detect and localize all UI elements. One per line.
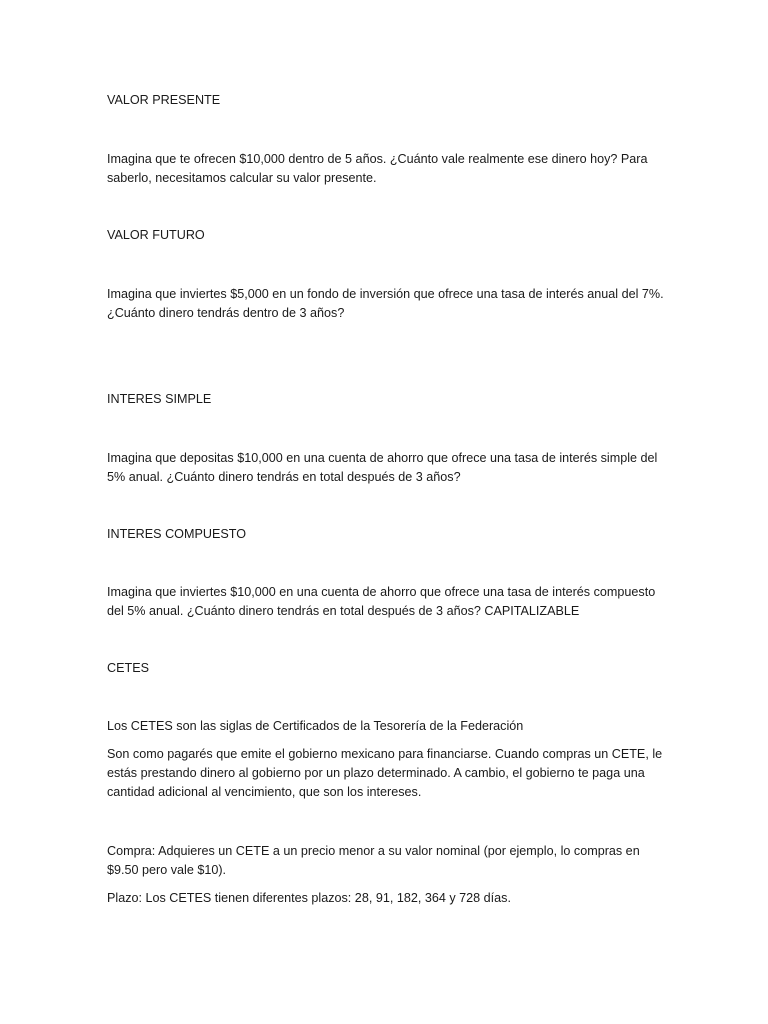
paragraph-cetes-definition: Los CETES son las siglas de Certificados de la Tesorería de la Federación [107,719,524,733]
paragraph-valor-presente: Imagina que te ofrecen $10,000 dentro de 5 años. ¿Cuánto vale realmente ese dinero hoy? Para saberlo, necesitamos calcular su valor presente. [107,152,648,185]
heading-valor-presente: VALOR PRESENTE [107,93,221,107]
heading-interes-compuesto: INTERES COMPUESTO [107,527,247,541]
paragraph-cetes-explanation: Son como pagarés que emite el gobierno mexicano para financiarse. Cuando compras un CETE, le estás prestando dinero al gobierno por un plazo determinado. A cambio, el gobierno te paga una cantidad adicional al vencimiento, que son los intereses. [107,747,663,799]
paragraph-cetes-compra: Compra: Adquieres un CETE a un precio menor a su valor nominal (por ejemplo, lo compras en $9.50 pero vale $10). [107,844,640,877]
paragraph-cetes-plazo: Plazo: Los CETES tienen diferentes plazos: 28, 91, 182, 364 y 728 días. [107,891,511,905]
heading-interes-simple: INTERES SIMPLE [107,392,212,406]
paragraph-interes-compuesto: Imagina que inviertes $10,000 en una cuenta de ahorro que ofrece una tasa de interés compuesto del 5% anual. ¿Cuánto dinero tendrás en total después de 3 años? CAPITALIZABLE [107,585,656,618]
paragraph-valor-futuro: Imagina que inviertes $5,000 en un fondo de inversión que ofrece una tasa de interés anual del 7%. ¿Cuánto dinero tendrás dentro de 3 años? [107,287,664,320]
heading-valor-futuro: VALOR FUTURO [107,228,205,242]
heading-cetes: CETES [107,661,149,675]
paragraph-interes-simple: Imagina que depositas $10,000 en una cuenta de ahorro que ofrece una tasa de interés simple del 5% anual. ¿Cuánto dinero tendrás en total después de 3 años? [107,451,658,484]
